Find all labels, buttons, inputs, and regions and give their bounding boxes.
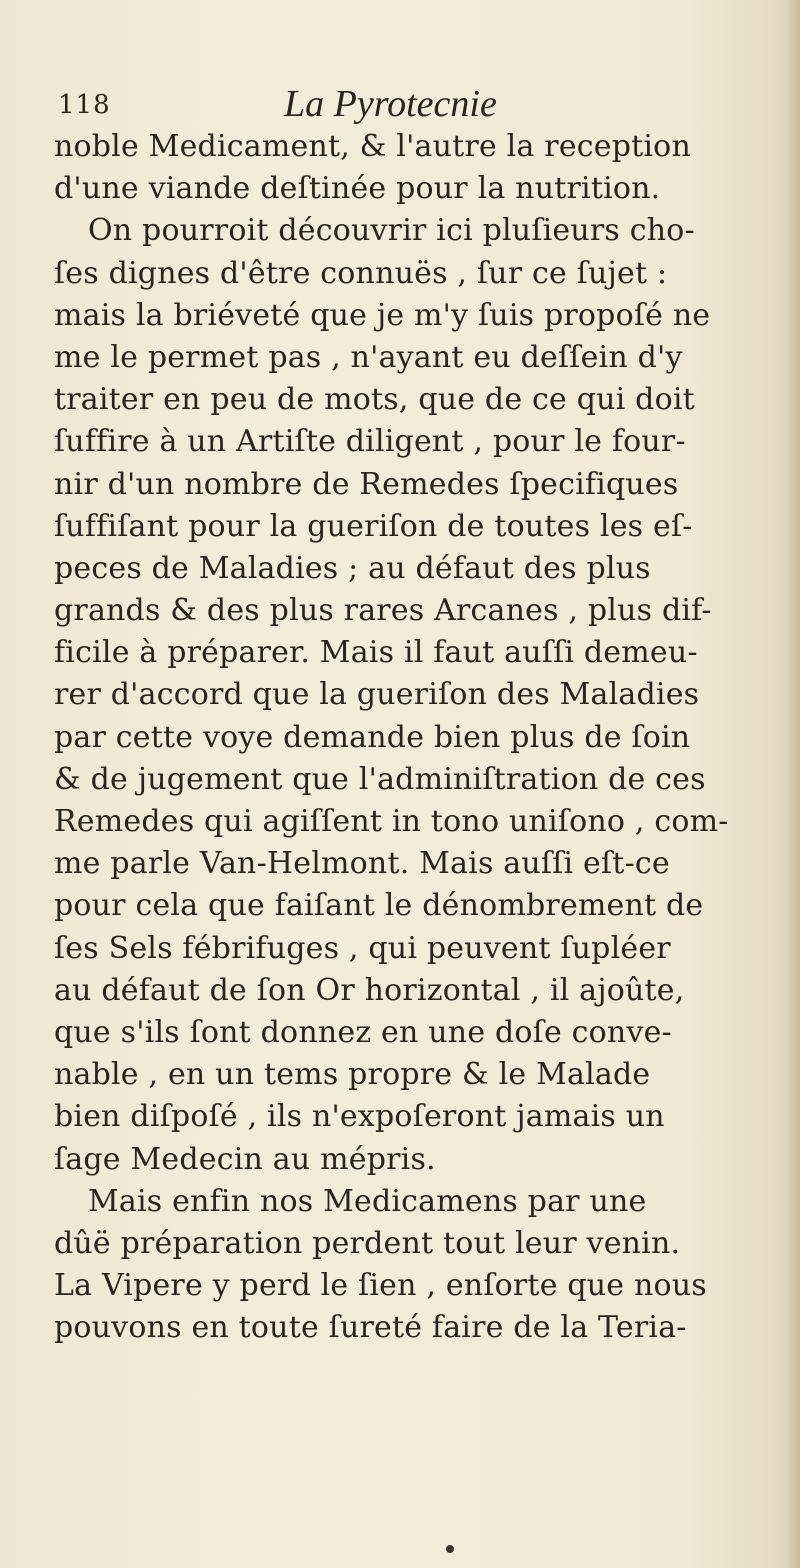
page-header bbox=[58, 82, 758, 132]
text-line: ſes Sels fébrifuges , qui peuvent ſupléer bbox=[54, 930, 671, 966]
text-line: que s'ils ſont donnez en une doſe conve- bbox=[54, 1014, 672, 1050]
text-line: traiter en peu de mots, que de ce qui doit bbox=[54, 382, 695, 418]
text-line: grands & des plus rares Arcanes , plus dif- bbox=[54, 593, 712, 629]
text-line: au défaut de ſon Or horizontal , il ajoûte, bbox=[54, 972, 685, 1008]
text-line: mais la briéveté que je m'y ſuis propoſé ne bbox=[54, 297, 711, 333]
text-line: & de jugement que l'adminiſtration de ces bbox=[54, 761, 706, 797]
text-line: ficile à préparer. Mais il faut auſſi demeu- bbox=[54, 635, 698, 671]
text-line: nir d'un nombre de Remedes ſpecifiques bbox=[54, 466, 679, 502]
text-line: Remedes qui agiſſent in tono uniſono , com- bbox=[54, 804, 729, 839]
text-line: par cette voye demande bien plus de ſoin bbox=[54, 719, 691, 755]
text-line: me le permet pas , n'ayant eu deſſein d'y bbox=[54, 339, 683, 375]
text-line: ſuffire à un Artiſte diligent , pour le four- bbox=[54, 424, 686, 460]
text-line: ſes dignes d'être connuës , ſur ce ſujet : bbox=[54, 255, 668, 291]
text-line: ſuffiſant pour la gueriſon de toutes les eſ- bbox=[54, 508, 693, 544]
text-line: rer d'accord que la gueriſon des Maladies bbox=[54, 677, 700, 713]
text-line: ſage Medecin au mépris. bbox=[54, 1141, 436, 1177]
text-line: On pourroit découvrir ici pluſieurs cho- bbox=[88, 213, 695, 249]
ink-dot bbox=[446, 1545, 454, 1553]
text-line: Mais enfin nos Medicamens par une bbox=[88, 1183, 647, 1219]
running-title: La Pyrotecnie bbox=[284, 83, 497, 125]
body-text bbox=[54, 126, 794, 1349]
text-line: d'une viande deſtinée pour la nutrition. bbox=[54, 171, 661, 207]
text-line: peces de Maladies ; au défaut des plus bbox=[54, 550, 651, 586]
text-line: dûë préparation perdent tout leur venin. bbox=[54, 1225, 681, 1261]
text-line: pouvons en toute ſureté faire de la Teria- bbox=[54, 1310, 687, 1346]
text-line: bien diſpoſé , ils n'expoſeront jamais un bbox=[54, 1099, 665, 1135]
page-number: 118 bbox=[58, 90, 111, 120]
text-line: La Vipere y perd le ſien , enſorte que nous bbox=[54, 1268, 707, 1304]
text-line: noble Medicament, & l'autre la reception bbox=[54, 129, 691, 164]
text-line: me parle Van-Helmont. Mais auſſi eſt-ce bbox=[54, 846, 670, 882]
text-line: pour cela que faiſant le dénombrement de bbox=[54, 888, 704, 924]
text-line: nable , en un tems propre & le Malade bbox=[54, 1057, 651, 1093]
